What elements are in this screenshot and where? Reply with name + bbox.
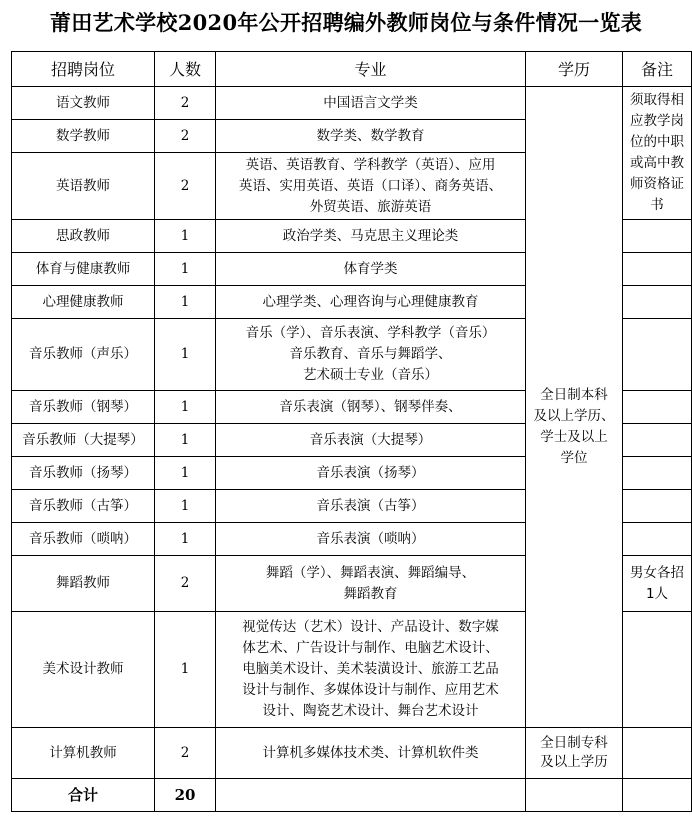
text-line: 学位: [560, 450, 588, 466]
text-line: 体艺术、广告设计与制作、电脑艺术设计、: [242, 640, 499, 656]
header-education: 学历: [526, 52, 623, 87]
cell-remark-empty: [623, 424, 692, 457]
text-line: 及以上学历: [540, 754, 608, 770]
cell-remark-teacher-cert: [623, 87, 692, 220]
cell-remark-empty: [623, 457, 692, 490]
cell-position: 心理健康教师: [12, 286, 155, 319]
text-line: 位的中职: [630, 134, 684, 150]
cell-remark-empty: [623, 728, 692, 779]
cell-position: 语文教师: [12, 87, 155, 120]
text-line: 设计与制作、多媒体设计与制作、应用艺术: [242, 682, 499, 698]
cell-major: [216, 556, 526, 612]
recruitment-table: [11, 51, 692, 812]
cell-education-main: [526, 87, 623, 728]
text-line: 设计、陶瓷艺术设计、舞台艺术设计: [262, 703, 479, 719]
cell-position: 计算机教师: [12, 728, 155, 779]
cell-major: 音乐表演（钢琴）、钢琴伴奏、: [216, 391, 526, 424]
text-line: 1人: [645, 585, 669, 602]
cell-count: 2: [155, 87, 216, 120]
text-line: 男女各招: [630, 564, 684, 581]
cell-remark-empty: [623, 391, 692, 424]
cell-remark-empty: [623, 220, 692, 253]
text-line: 须取得相: [630, 92, 684, 108]
cell-major: 音乐表演（唢呐）: [216, 523, 526, 556]
cell-count: 2: [155, 556, 216, 612]
header-position: 招聘岗位: [12, 52, 155, 87]
text-line: 及以上学历、: [533, 408, 615, 424]
total-count: 20: [155, 779, 216, 812]
header-count: 人数: [155, 52, 216, 87]
cell-major: 数学类、数学教育: [216, 120, 526, 153]
total-label: 合计: [12, 779, 155, 812]
table-row: [12, 87, 692, 120]
cell-remark-dance: [623, 556, 692, 612]
cell-position: 英语教师: [12, 153, 155, 220]
text-line: 英语、实用英语、英语（口译）、商务英语、: [238, 177, 503, 194]
cell-remark-empty: [623, 286, 692, 319]
table-row: [12, 728, 692, 779]
table-header-row: [12, 52, 692, 87]
page-title: 莆田艺术学校2020年公开招聘编外教师岗位与条件情况一览表: [49, 10, 643, 35]
cell-count: 2: [155, 153, 216, 220]
cell-position: 音乐教师（钢琴）: [12, 391, 155, 424]
cell-count: 2: [155, 728, 216, 779]
cell-major: 音乐表演（古筝）: [216, 490, 526, 523]
text-line: 师资格证: [630, 176, 684, 192]
cell-count: 1: [155, 490, 216, 523]
cell-count: 1: [155, 220, 216, 253]
text-line: 舞蹈（学）、舞蹈表演、舞蹈编导、: [265, 564, 476, 581]
cell-position: 音乐教师（扬琴）: [12, 457, 155, 490]
cell-position: 音乐教师（唢呐）: [12, 523, 155, 556]
header-remarks: 备注: [623, 52, 692, 87]
cell-count: 1: [155, 391, 216, 424]
total-row: [12, 779, 692, 812]
cell-remark-empty: [623, 319, 692, 391]
text-line: 舞蹈教育: [343, 585, 398, 602]
cell-position: 数学教师: [12, 120, 155, 153]
text-line: 书: [650, 197, 664, 213]
cell-major: 计算机多媒体技术类、计算机软件类: [216, 728, 526, 779]
cell-major: 政治学类、马克思主义理论类: [216, 220, 526, 253]
cell-major: 音乐表演（扬琴）: [216, 457, 526, 490]
cell-remark-empty: [623, 490, 692, 523]
cell-empty: [623, 779, 692, 812]
cell-empty: [526, 779, 623, 812]
cell-position: 音乐教师（大提琴）: [12, 424, 155, 457]
cell-remark-empty: [623, 612, 692, 728]
cell-count: 1: [155, 253, 216, 286]
cell-remark-empty: [623, 523, 692, 556]
text-line: 学士及以上: [540, 429, 608, 445]
cell-count: 1: [155, 424, 216, 457]
cell-education-computer: [526, 728, 623, 779]
cell-position: 思政教师: [12, 220, 155, 253]
text-line: 视觉传达（艺术）设计、产品设计、数字媒: [242, 619, 499, 635]
text-line: 全日制本科: [540, 387, 608, 403]
cell-position: 音乐教师（古筝）: [12, 490, 155, 523]
cell-position: 美术设计教师: [12, 612, 155, 728]
cell-major: 中国语言文学类: [216, 87, 526, 120]
cell-position: 体育与健康教师: [12, 253, 155, 286]
cell-count: 2: [155, 120, 216, 153]
cell-major: [216, 612, 526, 728]
cell-major: 体育学类: [216, 253, 526, 286]
cell-count: 1: [155, 612, 216, 728]
text-line: 音乐（学）、音乐表演、学科教学（音乐）: [245, 325, 496, 341]
cell-count: 1: [155, 319, 216, 391]
text-line: 全日制专科: [540, 735, 608, 751]
header-major: 专业: [216, 52, 526, 87]
cell-count: 1: [155, 523, 216, 556]
text-line: 应教学岗: [630, 113, 684, 129]
cell-position: 舞蹈教师: [12, 556, 155, 612]
cell-count: 1: [155, 286, 216, 319]
cell-empty: [216, 779, 526, 812]
cell-position: 音乐教师（声乐）: [12, 319, 155, 391]
text-line: 艺术硕士专业（音乐）: [303, 367, 438, 383]
text-line: 或高中教: [630, 155, 684, 171]
cell-major: 心理学类、心理咨询与心理健康教育: [216, 286, 526, 319]
text-line: 英语、英语教育、学科教学（英语）、应用: [245, 156, 496, 173]
text-line: 电脑美术设计、美术装潢设计、旅游工艺品: [242, 661, 499, 677]
cell-major: 音乐表演（大提琴）: [216, 424, 526, 457]
cell-count: 1: [155, 457, 216, 490]
text-line: 音乐教育、音乐与舞蹈学、: [289, 346, 452, 362]
text-line: 外贸英语、旅游英语: [309, 198, 432, 215]
cell-major: [216, 319, 526, 391]
cell-remark-empty: [623, 253, 692, 286]
cell-major: [216, 153, 526, 220]
